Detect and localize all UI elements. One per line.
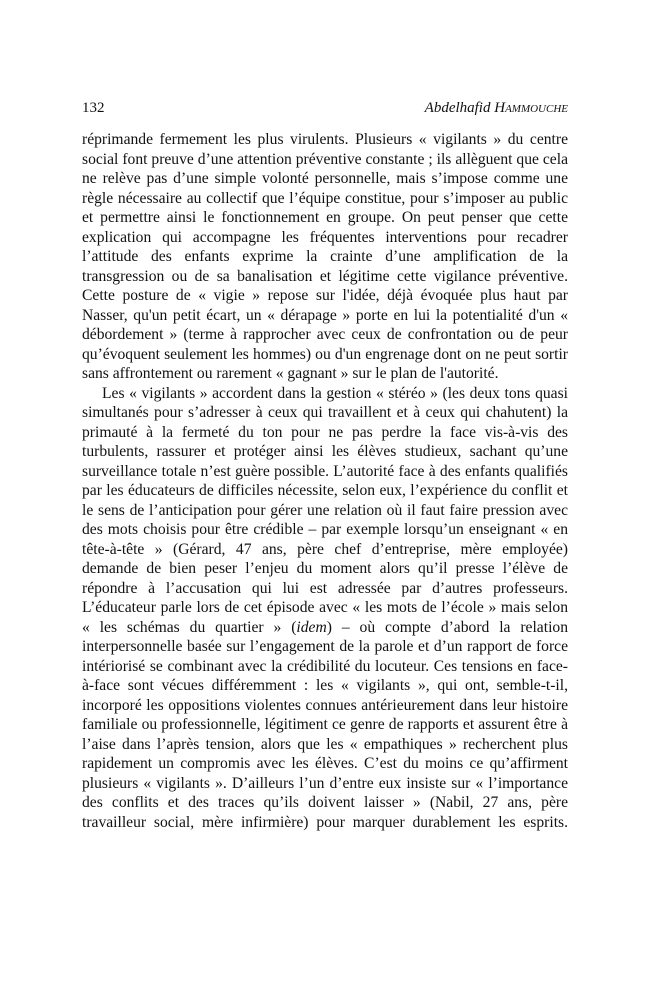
running-head <box>82 98 568 118</box>
author-family-name: Hammouche <box>494 100 568 116</box>
paragraph-1: réprimande fermement les plus virulents. Plusieurs « vigilants » du centre social font preuve d’une attention préventive constante ; ils allèguent que cela ne relève pas d’une simple volonté personnelle, mais s’impose comme une règle nécessaire au collectif que l’équipe constitue, pour s’imposer au public et permettre ainsi le fonctionnement en groupe. On peut penser que cette explication qui accompagne les fréquentes interventions pour recadrer l’attitude des enfants exprime la crainte d’une amplification de la transgression ou de sa banalisation et légitime cette vigilance préventive. Cette posture de « vigie » repose sur l'idée, déjà évoquée plus haut par Nasser, qu'un petit écart, un « dérapage » porte en lui la potentialité d'un « débordement » (terme à rapprocher avec ceux de confrontation ou de peur qu’évoquent seulement les hommes) ou d'un engrenage dont on ne peut sortir sans affrontement ou rarement « gagnant » sur le plan de l'autorité. <box>82 131 568 382</box>
paragraph-2-text-before: Les « vigilants » accordent dans la gestion « stéréo » (les deux tons quasi simultanés pour s’adresser à ceux qui travaillent et à ceux qui chahutent) la primauté à la fermeté du ton pour ne pas perdre la face vis-à-vis des turbulents, rassurer et protéger ainsi les élèves studieux, sachant qu’une surveillance totale n’est guère possible. L’autorité face à des enfants qualifiés par les éducateurs de difficiles nécessite, selon eux, l’expérience du conflit et le sens de l’anticipation pour gérer une relation où il faut faire pression avec des mots choisis pour être crédible – par exemple lorsqu’un enseignant « en tête-à-tête » (Gérard, 47 ans, père chef d’entreprise, mère employée) demande de bien peser l’enjeu du moment alors qu’il presse l’élève de répondre à l’accusation qui lui est adressée par d’autres professeurs. L’éducateur parle lors de cet épisode avec « les mots de l’école » mais selon « les schémas du quartier » ( <box>82 384 568 636</box>
page-number: 132 <box>82 100 105 116</box>
paragraph-2-text-after: ) – où compte d’abord la relation interpersonnelle basée sur l’engagement de la parole et d’un rapport de force intériorisé se combinant avec la crédibilité du locuteur. Ces tensions en face-à-face sont vécues différemment : les « vigilants », qui ont, semble-t-il, incorporé les oppositions violentes connues antérieurement dans leur histoire familiale ou professionnelle, légitiment ce genre de rapports et assurent être à l’aise dans l’après tension, alors que les « empathiques » recherchent plus rapidement un compromis avec les élèves. C’est du moins ce qu’affirment plusieurs « vigilants ». D’ailleurs l’un d’entre eux insiste sur « l’importance des conflits et des traces qu’ils doivent laisser » (Nabil, 27 ans, père travailleur social, mère infirmière) pour marquer durablement les esprits. <box>82 618 568 831</box>
author-given-name: Abdelhafid <box>424 100 491 116</box>
book-page <box>82 98 568 832</box>
running-head-author <box>425 98 568 118</box>
idem-citation: idem <box>296 618 327 636</box>
body-text <box>82 130 568 832</box>
paragraph-2 <box>82 384 568 833</box>
